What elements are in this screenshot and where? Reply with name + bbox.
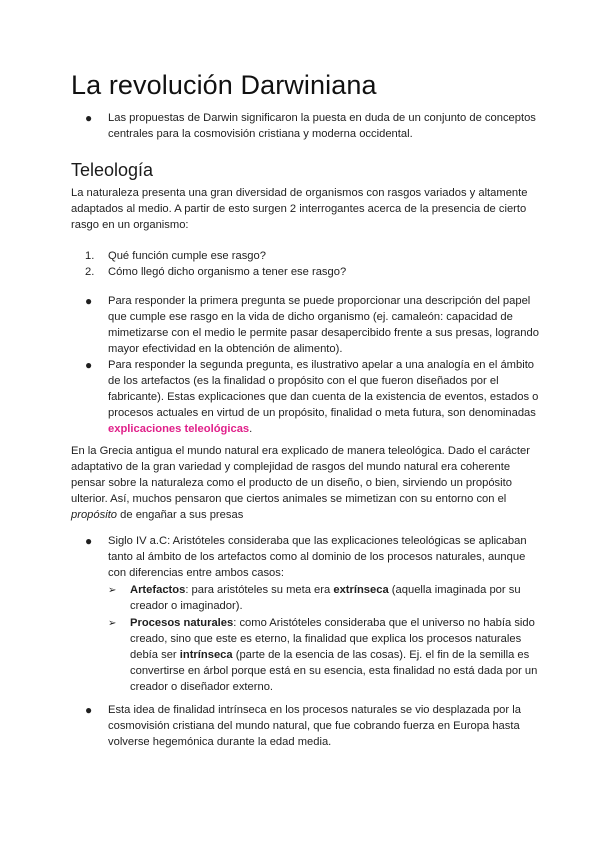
list-item-text [108,357,541,437]
list-number: 1. [85,250,95,262]
bullet-marker: ● [85,358,93,372]
text-run: de engañar a sus presas [117,509,244,521]
list-item [71,533,541,581]
christian-bullet [71,702,541,750]
list-item [71,357,541,437]
paragraph-intro: La naturaleza presenta una gran diversidad de organismos con rasgos variados y altamente adaptados al medio. A partir de esto surgen 2 interrogantes acerca de la presencia de cierto rasgo en un organismo: [71,187,528,231]
aristotle-bullet [71,533,541,695]
list-item-text: Esta idea de finalidad intrínseca en los procesos naturales se vio desplazada por la cosmovisión cristiana del mundo natural, que fue cobrando fuerza en Europa hasta volverse hegemónica durante la edad media. [108,704,521,748]
list-item [71,264,541,280]
text-run: Para responder la segunda pregunta, es ilustrativo apelar a una analogía en el ámbito de los artefactos (es la finalidad o propósito con el que fueron diseñados por el fabricante). Estas explicaciones que dan cuenta de la existencia de eventos, estados o procesos actuales en virtud de un propósito, finalidad o meta futura, son denominadas [108,359,539,419]
section-heading: Teleología [71,160,154,180]
sub-item-text [130,582,541,614]
list-item-text: Para responder la primera pregunta se puede proporcionar una descripción del papel que cumple ese rasgo en la vida de dicho organismo (ej. camaleón: capacidad de mimetizarse con el medio le permite pasar desapercibido frente a sus presas, logrando mayor efectividad en la obtención de alimento). [108,295,539,355]
text-run: En la Grecia antigua el mundo natural era explicado de manera teleológica. Dado el carácter adaptativo de la gran variedad y complejidad de rasgos del mundo natural era coherente pensar sobre la naturaleza como el producto de un diseño, o bien, sirviendo un propósito ulterior. Así, muchos pensaron que ciertos animales se mimetizan con su entorno con el [71,445,530,505]
italic-term: propósito [71,509,118,521]
highlight-term: explicaciones teleológicas [108,423,250,435]
arrow-marker: ➢ [108,585,117,596]
bullet-marker: ● [85,294,93,308]
text-run: : como Aristóteles consideraba que el universo no había sido creado, sino que este es eterno, la finalidad que explica los procesos naturales debía ser [130,617,535,661]
page-title: La revolución Darwiniana [71,70,377,100]
sub-item-procesos [108,615,541,695]
answers-bullet-list [71,293,541,437]
bullet-marker: ● [85,703,93,717]
list-item-text: Cómo llegó dicho organismo a tener ese rasgo? [108,266,347,278]
bold-term: extrínseca [333,584,389,596]
sub-item-label: Procesos naturales [130,617,234,629]
numbered-list [71,248,541,280]
text-run: (parte de la esencia de las cosas). Ej. el fin de la semilla es convertirse en árbol porque está en su esencia, esta finalidad no está dada por un creador o diseñador externo. [130,649,538,693]
bullet-marker: ● [85,534,93,548]
sub-item-text [130,615,541,695]
list-item-text: Qué función cumple ese rasgo? [108,250,266,262]
intro-bullet [71,110,541,142]
text-run: (aquella imaginada por su creador o imaginador). [130,584,521,612]
sub-item-artefactos [108,582,541,614]
text-run: . [249,423,253,435]
paragraph-greece [71,443,533,523]
text-run: : para aristóteles su meta era [185,584,334,596]
list-number: 2. [85,266,95,278]
list-item [71,293,541,357]
bullet-marker: ● [85,111,93,125]
arrow-marker: ➢ [108,618,117,629]
list-item-text: Siglo IV a.C: Aristóteles consideraba que las explicaciones teleológicas se aplicaban tanto al ámbito de los artefactos como al dominio de los procesos naturales, aunque con diferencias entre ambos casos: [108,535,527,579]
bold-term: intrínseca [179,649,233,661]
list-item [71,248,541,264]
list-item [71,702,541,750]
intro-text: Las propuestas de Darwin significaron la puesta en duda de un conjunto de conceptos centrales para la cosmovisión cristiana y moderna occidental. [108,112,536,140]
sub-item-label: Artefactos [130,584,186,596]
